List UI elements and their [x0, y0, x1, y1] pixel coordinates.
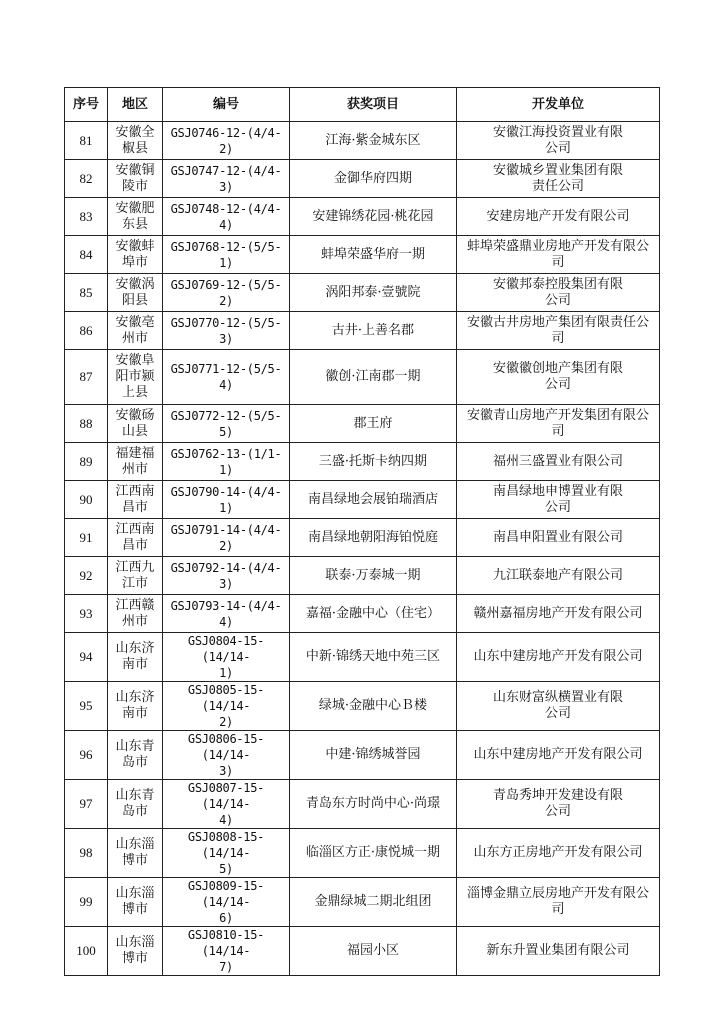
row-code	[163, 731, 290, 780]
table-row	[65, 198, 660, 236]
row-code	[163, 198, 290, 236]
table-row	[65, 731, 660, 780]
row-code-text: GSJ0793-14-(4/4-4)	[170, 598, 282, 629]
row-developer-text: 安徽江海投资置业有限 公司	[492, 124, 623, 156]
row-code-text: GSJ0804-15-(14/14- 1)	[187, 634, 265, 680]
row-code	[163, 443, 290, 481]
row-region	[108, 122, 163, 160]
row-region-text: 安徽亳 州市	[115, 314, 155, 346]
row-code-text: GSJ0770-12-(5/5-3)	[170, 315, 282, 346]
row-index-text: 82	[79, 170, 93, 186]
row-region	[108, 878, 163, 927]
table-row	[65, 236, 660, 274]
row-index	[65, 350, 108, 405]
row-project-text: 古井·上善名郡	[331, 322, 415, 338]
table-row	[65, 274, 660, 312]
row-region-text: 安徽蚌 埠市	[115, 238, 155, 270]
row-developer	[457, 160, 660, 198]
row-index-text: 84	[79, 246, 93, 262]
row-index	[65, 557, 108, 595]
row-index-text: 97	[79, 796, 93, 811]
row-region-text: 江西南 昌市	[115, 483, 155, 515]
table-row	[65, 160, 660, 198]
table-row	[65, 780, 660, 829]
table-row	[65, 878, 660, 927]
row-project	[290, 731, 457, 780]
row-index	[65, 731, 108, 780]
row-index	[65, 160, 108, 198]
row-code	[163, 780, 290, 829]
row-region	[108, 312, 163, 350]
row-code-text: GSJ0746-12-(4/4-2)	[170, 125, 282, 156]
row-index	[65, 682, 108, 731]
row-index-text: 89	[79, 453, 93, 469]
row-code-text: GSJ0772-12-(5/5-5)	[170, 408, 282, 439]
row-project	[290, 160, 457, 198]
row-developer-text: 山东方正房地产开发有限公司	[473, 845, 643, 860]
row-developer	[457, 350, 660, 405]
row-region-text: 山东青 岛市	[115, 739, 155, 770]
row-developer	[457, 312, 660, 350]
row-code-text: GSJ0806-15-(14/14- 3)	[187, 732, 265, 778]
row-developer	[457, 519, 660, 557]
row-index	[65, 829, 108, 878]
row-code-text: GSJ0762-13-(1/1-1)	[170, 446, 282, 477]
row-project	[290, 595, 457, 633]
row-developer	[457, 274, 660, 312]
row-project-text: 中建·锦绣城誉园	[325, 747, 421, 762]
row-region-text: 江西九 江市	[115, 559, 155, 591]
row-code-text: GSJ0809-15-(14/14- 6)	[187, 879, 265, 925]
row-developer	[457, 731, 660, 780]
row-project	[290, 829, 457, 878]
row-developer-text: 新东升置业集团有限公司	[486, 943, 630, 958]
row-developer-text: 安徽古井房地产集团有限责任公 司	[466, 314, 649, 346]
row-code	[163, 405, 290, 443]
row-code	[163, 633, 290, 682]
row-region-text: 安徽阜 阳市颍 上县	[115, 353, 155, 400]
row-code-text: GSJ0807-15-(14/14- 4)	[187, 781, 265, 827]
row-region	[108, 829, 163, 878]
row-index-text: 93	[79, 605, 93, 621]
row-index-text: 86	[79, 322, 93, 338]
table-row	[65, 350, 660, 405]
row-region-text: 江西赣 州市	[115, 597, 155, 629]
table-row	[65, 633, 660, 682]
header-code: 编号	[163, 88, 290, 122]
row-developer	[457, 557, 660, 595]
row-code	[163, 878, 290, 927]
row-project-text: 青岛东方时尚中心·尚璟	[305, 796, 441, 811]
row-developer-text: 淄博金鼎立辰房地产开发有限公 司	[466, 886, 649, 917]
row-code	[163, 519, 290, 557]
row-code-text: GSJ0792-14-(4/4-3)	[170, 560, 282, 591]
row-code	[163, 350, 290, 405]
row-developer	[457, 595, 660, 633]
row-project-text: 安建锦绣花园·桃花园	[312, 208, 434, 224]
row-region	[108, 160, 163, 198]
row-code	[163, 481, 290, 519]
row-index-text: 85	[79, 284, 93, 300]
row-code	[163, 122, 290, 160]
row-developer-text: 安徽城乡置业集团有限 责任公司	[492, 162, 623, 194]
row-region-text: 山东淄 博市	[115, 837, 155, 868]
row-project-text: 临淄区方正·康悦城一期	[305, 845, 441, 860]
row-index	[65, 122, 108, 160]
table-row	[65, 519, 660, 557]
row-project-text: 联泰·万泰城一期	[325, 567, 421, 583]
row-index	[65, 274, 108, 312]
row-index	[65, 443, 108, 481]
row-project-text: 中新·锦绣天地中苑三区	[305, 649, 441, 664]
row-developer-text: 九江联泰地产有限公司	[492, 567, 623, 583]
table-row	[65, 481, 660, 519]
row-developer	[457, 878, 660, 927]
row-project	[290, 405, 457, 443]
row-developer	[457, 481, 660, 519]
row-developer	[457, 780, 660, 829]
row-code	[163, 682, 290, 731]
row-code	[163, 557, 290, 595]
row-code-text: GSJ0747-12-(4/4-3)	[170, 163, 282, 194]
row-index	[65, 519, 108, 557]
row-code-text: GSJ0791-14-(4/4-2)	[170, 522, 282, 553]
row-developer-text: 青岛秀坤开发建设有限 公司	[492, 788, 623, 819]
header-index: 序号	[65, 88, 108, 122]
row-region	[108, 519, 163, 557]
row-project-text: 南昌绿地朝阳海铂悦庭	[307, 529, 438, 545]
row-index-text: 96	[79, 747, 93, 762]
row-developer	[457, 198, 660, 236]
row-developer-text: 南昌申阳置业有限公司	[492, 529, 623, 545]
row-region	[108, 236, 163, 274]
row-developer	[457, 633, 660, 682]
row-region-text: 安徽铜 陵市	[115, 162, 155, 194]
row-project	[290, 633, 457, 682]
table-row	[65, 595, 660, 633]
row-index-text: 95	[79, 698, 93, 713]
row-developer-text: 安徽邦泰控股集团有限 公司	[492, 276, 623, 308]
row-developer	[457, 443, 660, 481]
row-developer-text: 山东财富纵横置业有限 公司	[492, 690, 623, 721]
row-project-text: 福园小区	[346, 943, 399, 958]
row-index-text: 98	[79, 845, 93, 860]
table-row	[65, 405, 660, 443]
row-developer	[457, 829, 660, 878]
row-region	[108, 780, 163, 829]
row-code-text: GSJ0810-15-(14/14- 7)	[187, 928, 265, 974]
row-region	[108, 405, 163, 443]
row-project-text: 南昌绿地会展铂瑞酒店	[307, 491, 438, 507]
row-project-text: 涡阳邦泰·壹號院	[325, 284, 421, 300]
row-project	[290, 122, 457, 160]
row-developer-text: 安徽青山房地产开发集团有限公 司	[466, 407, 649, 439]
row-code-text: GSJ0808-15-(14/14- 5)	[187, 830, 265, 876]
row-code-text: GSJ0805-15-(14/14- 2)	[187, 683, 265, 729]
row-code-text: GSJ0768-12-(5/5-1)	[170, 239, 282, 270]
table-row	[65, 557, 660, 595]
row-region-text: 山东济 南市	[115, 641, 155, 672]
table-row	[65, 122, 660, 160]
award-table	[64, 87, 660, 976]
row-developer-text: 安徽徽创地产集团有限 公司	[492, 361, 623, 392]
row-index-text: 91	[79, 529, 93, 545]
row-index-text: 87	[79, 369, 93, 384]
row-index	[65, 198, 108, 236]
row-code	[163, 595, 290, 633]
row-developer	[457, 236, 660, 274]
row-project-text: 蚌埠荣盛华府一期	[320, 246, 425, 262]
row-developer	[457, 405, 660, 443]
row-developer	[457, 682, 660, 731]
row-region	[108, 274, 163, 312]
row-index	[65, 312, 108, 350]
row-region-text: 山东济 南市	[115, 690, 155, 721]
row-region	[108, 595, 163, 633]
row-project-text: 金鼎绿城二期北组团	[314, 894, 432, 909]
table-row	[65, 927, 660, 976]
row-region-text: 安徽涡 阳县	[115, 276, 155, 308]
row-index-text: 88	[79, 415, 93, 431]
row-project-text: 徽创·江南郡一期	[325, 369, 421, 384]
row-developer-text: 安建房地产开发有限公司	[486, 208, 630, 224]
row-code-text: GSJ0790-14-(4/4-1)	[170, 484, 282, 515]
row-region	[108, 682, 163, 731]
table-row	[65, 829, 660, 878]
row-index-text: 90	[79, 491, 93, 507]
row-project	[290, 519, 457, 557]
table-header-row	[65, 88, 660, 122]
row-project	[290, 481, 457, 519]
row-developer	[457, 122, 660, 160]
row-project	[290, 350, 457, 405]
row-code	[163, 236, 290, 274]
row-index-text: 94	[79, 649, 93, 664]
table-row	[65, 312, 660, 350]
row-developer-text: 山东中建房地产开发有限公司	[473, 649, 643, 664]
row-index	[65, 780, 108, 829]
row-region	[108, 443, 163, 481]
row-developer-text: 赣州嘉福房地产开发有限公司	[473, 605, 643, 621]
row-region-text: 安徽砀 山县	[115, 407, 155, 439]
row-region-text: 安徽肥 东县	[115, 200, 155, 232]
row-region-text: 安徽全 椒县	[115, 124, 155, 156]
row-region-text: 山东青 岛市	[115, 788, 155, 819]
row-developer	[457, 927, 660, 976]
row-code	[163, 160, 290, 198]
row-code	[163, 829, 290, 878]
row-region	[108, 481, 163, 519]
row-project-text: 郡王府	[353, 415, 393, 431]
row-region	[108, 731, 163, 780]
row-code-text: GSJ0769-12-(5/5-2)	[170, 277, 282, 308]
row-region	[108, 557, 163, 595]
table-body	[65, 122, 660, 976]
row-region	[108, 633, 163, 682]
row-index-text: 99	[79, 894, 93, 909]
row-code-text: GSJ0771-12-(5/5-4)	[170, 362, 282, 392]
row-project-text: 绿城·金融中心Ｂ楼	[318, 698, 428, 713]
row-index	[65, 878, 108, 927]
row-region-text: 山东淄 博市	[115, 935, 155, 966]
row-code-text: GSJ0748-12-(4/4-4)	[170, 201, 282, 232]
row-project	[290, 198, 457, 236]
row-index	[65, 595, 108, 633]
row-region-text: 山东淄 博市	[115, 886, 155, 917]
row-region	[108, 350, 163, 405]
row-index	[65, 405, 108, 443]
table-row	[65, 682, 660, 731]
row-region	[108, 198, 163, 236]
row-index	[65, 481, 108, 519]
header-project: 获奖项目	[290, 88, 457, 122]
row-project	[290, 274, 457, 312]
header-region: 地区	[108, 88, 163, 122]
row-project-text: 江海·紫金城东区	[325, 132, 421, 148]
row-project	[290, 927, 457, 976]
row-project	[290, 780, 457, 829]
row-code	[163, 927, 290, 976]
row-region	[108, 927, 163, 976]
row-project	[290, 443, 457, 481]
row-developer-text: 福州三盛置业有限公司	[492, 453, 623, 469]
row-developer-text: 南昌绿地申博置业有限 公司	[492, 483, 623, 515]
row-project-text: 嘉福·金融中心（住宅）	[305, 605, 441, 621]
header-developer: 开发单位	[457, 88, 660, 122]
row-project	[290, 682, 457, 731]
row-project-text: 金御华府四期	[333, 170, 412, 186]
row-index	[65, 927, 108, 976]
row-developer-text: 蚌埠荣盛鼎业房地产开发有限公 司	[466, 238, 649, 270]
row-project	[290, 878, 457, 927]
row-developer-text: 山东中建房地产开发有限公司	[473, 747, 643, 762]
row-region-text: 江西南 昌市	[115, 521, 155, 553]
row-project	[290, 236, 457, 274]
row-project	[290, 312, 457, 350]
row-code	[163, 312, 290, 350]
row-index-text: 81	[79, 132, 93, 148]
row-code	[163, 274, 290, 312]
row-index-text: 83	[79, 208, 93, 224]
table-row	[65, 443, 660, 481]
row-index	[65, 633, 108, 682]
row-project	[290, 557, 457, 595]
row-index-text: 92	[79, 567, 93, 583]
row-index	[65, 236, 108, 274]
row-project-text: 三盛·托斯卡纳四期	[318, 453, 428, 469]
row-index-text: 100	[76, 943, 96, 958]
row-region-text: 福建福 州市	[115, 445, 155, 477]
